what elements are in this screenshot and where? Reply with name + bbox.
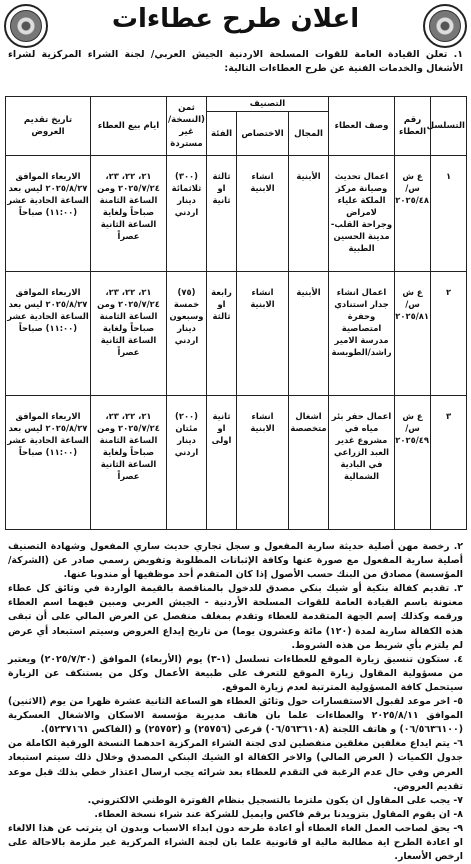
cell-serial: ٢	[431, 272, 467, 396]
col-submission-date: تاريخ تقديم العروض	[6, 97, 91, 156]
note-item: ٧- يجب على المقاول ان يكون ملتزما بالتسجيل بنظام الفوترة الوطني الالكتروني.	[87, 794, 463, 806]
col-sale-days: ايام بيع العطاء	[91, 97, 167, 156]
table-row	[6, 156, 467, 272]
cell-field: الأبنية	[289, 272, 329, 396]
note-item: ٥- اخر موعد لقبول الاستفسارات حول وثائق العطاء هو الساعة الثانية عشرة ظهرا من يوم (الاثنين) الموافق ٢٠٢٥/٨/١١ والعطاءات علما بان هاتف مديرية مؤسسة الاسكان والاشغال العسكرية (٠٦/٥٦٣٦١٠٠) و هاتف اللجنة (٠٦/٥٦٣٦١٠٨) فرعي (٢٥٧٥٦) و (٢٥٧٥٣) و (الفاكس ٥٢٣٧١٦١).	[8, 696, 463, 736]
cell-field: الأبنية	[289, 156, 329, 272]
cell-description: اعمال تحديث وصيانة مركز الملكة علياء لامراض وجراحة القلب- مدينة الحسين الطبية	[329, 156, 395, 272]
cell-serial: ١	[431, 156, 467, 272]
col-price: ثمن (النسخة/ غير مستردة	[167, 97, 207, 156]
cell-tender-no: ع ش س/ ٢٠٢٥/٨١	[395, 272, 431, 396]
cell-category: رابعة او ثالثة	[207, 272, 237, 396]
cell-category: ثانية او اولى	[207, 396, 237, 530]
note-item: ٢. رخصة مهن أصلية حديثة سارية المفعول و سجل تجاري حديث ساري المفعول وشهادة التصنيف أصلية سارية المفعول مع صورة عنها وكافة الإثباتات المطلوبة وتفويض رسمي صادر عن (الشركة/ المؤسسة) مصادق من البنك حسب الأصول إذا كان المتقدم أحد موظفيها أو مندوبا عنها.	[8, 541, 463, 581]
cell-sale-days: ٢١، ٢٢، ٢٣، ٢٠٢٥/٧/٢٤ ومن الساعة الثامنة صباحاً ولغاية الساعة الثانية عصراً	[91, 396, 167, 530]
col-specialty: الاختصاص	[237, 112, 289, 156]
cell-sale-days: ٢١، ٢٢، ٢٣، ٢٠٢٥/٧/٢٤ ومن الساعة الثامنة صباحاً ولغاية الساعة الثانية عصراً	[91, 272, 167, 396]
note-item: ٦- يتم ايداع مغلفين مغلقين منفصلين لدى لجنة الشراء المركزية احدهما النسخة الورقية الكاملة من جدول الكميات ( العرض المالي) والاخر الكفالة او الشيك البنكي المصدق وخلال ذلك سيتم استبعاد العرض وفي حال عدم الرغبة في التقدم للعطاء بعد شرائه يجب ارسال اعتذار خطي بذلك قبل موعد تقديم العروض.	[8, 738, 463, 792]
cell-submission-date: الاربعاء الموافق ٢٠٢٥/٨/٢٧ ليس بعد الساعة الحادية عشر (١١:٠٠) صباحاً	[6, 272, 91, 396]
cell-tender-no: ع ش س/ ٢٠٢٥/٤٩	[395, 396, 431, 530]
cell-specialty: انشاء الابنية	[237, 396, 289, 530]
note-item: ٨- ان يقوم المقاول بتزويدنا برقم فاكس وايميل للشركة عند شراء نسخة العطاء.	[94, 808, 463, 820]
cell-specialty: انشاء الابنية	[237, 272, 289, 396]
note-item: ٩- يحق لصاحب العمل الغاء العطاء أو اعادة طرحه دون ابداء الاسباب وبدون ان يترتب عن هذا الالغاء او اعادة الطرح اية مطالبة مالية او قانونية علما بان لجنة الشراء المركزية غير ملزمة بالاحالة على ارخص الأسعار.	[8, 822, 463, 863]
table-header-row	[6, 97, 467, 112]
cell-sale-days: ٢١، ٢٢، ٢٣، ٢٠٢٥/٧/٢٤ ومن الساعة الثامنة صباحاً ولغاية الساعة الثانية عصراً	[91, 156, 167, 272]
cell-description: اعمال حفر بئر مياه في مشروع غدير العبد الزراعي في البادية الشمالية	[329, 396, 395, 530]
cell-description: اعمال انشاء جدار استنادي وحفرة امتصاصية مدرسة الامير راشد/الطوبسة	[329, 272, 395, 396]
cell-price: (٧٥) خمسة وسبعون دينار اردني	[167, 272, 207, 396]
col-serial: التسلسل	[431, 97, 467, 156]
tenders-table	[5, 96, 467, 530]
cell-tender-no: ع ش س/ ٢٠٢٥/٤٨	[395, 156, 431, 272]
cell-serial: ٣	[431, 396, 467, 530]
col-category: الفئة	[207, 112, 237, 156]
army-emblem-icon	[4, 4, 48, 48]
cell-specialty: انشاء الابنية	[237, 156, 289, 272]
col-description: وصف العطاء	[329, 97, 395, 156]
col-field: المجال	[289, 112, 329, 156]
cell-price: (٣٠٠) ثلاثمائة دينار اردني	[167, 156, 207, 272]
intro-paragraph: ١. تعلن القيادة العامة للقوات المسلحة الاردنية الجيش العربي/ لجنة الشراء المركزية لشراء الأشغال والخدمات الفنية عن طرح العطاءات التالية:	[8, 49, 463, 74]
col-classification: التصنيف	[207, 97, 329, 112]
cell-price: (٢٠٠) مئتان دينار اردني	[167, 396, 207, 530]
notes-section	[8, 540, 463, 864]
note-item: ٤. ستكون تنسيق زيارة الموقع للعطاءات تسلسل (١-٣) يوم (الأربعاء) الموافق (٢٠٢٥/٧/٣٠) ويعتبر من مسؤولية المقاول زيارة الموقع للتعرف على طبيعة الأعمال وكل من يستنكف عن الزيارة سيتحمل كافة المسؤولية المترتبة لعدم زيارة الموقع.	[8, 653, 463, 693]
table-row	[6, 272, 467, 396]
table-row	[6, 396, 467, 530]
cell-submission-date: الاربعاء الموافق ٢٠٢٥/٨/٢٧ ليس بعد الساعة الحادية عشر (١١:٠٠) صباحاً	[6, 156, 91, 272]
cell-submission-date: الاربعاء الموافق ٢٠٢٥/٨/٢٧ ليس بعد الساعة الحادية عشر (١١:٠٠) صباحاً	[6, 396, 91, 530]
page-title: اعلان طرح عطاءات	[111, 4, 360, 34]
header	[0, 0, 471, 52]
col-tender-no: رقم العطاء	[395, 97, 431, 156]
cell-category: ثالثة او ثانية	[207, 156, 237, 272]
note-item: ٣. تقديم كفالة بنكية أو شيك بنكي مصدق للدخول بالمناقصة بالقيمة الواردة في وثائق كل عطاء معنونة باسم القيادة العامة للقوات المسلحة الأردنية - الجيش العربي ومبين فيهما اسم العطاء ورقمه وكذلك إسم الجهة المتقدمة للعطاء وتقدم بمغلف منفصل عن العرض المالي على أن تبقى هذه الكفالة سارية لمدة (١٢٠) مائة وعشرون يوما) من تاريخ إيداع العروض وسيتم استبعاد أي عرض لم يلتزم بأي شريط من هذه الشروط.	[8, 583, 463, 651]
cell-field: اشغال متخصصة	[289, 396, 329, 530]
